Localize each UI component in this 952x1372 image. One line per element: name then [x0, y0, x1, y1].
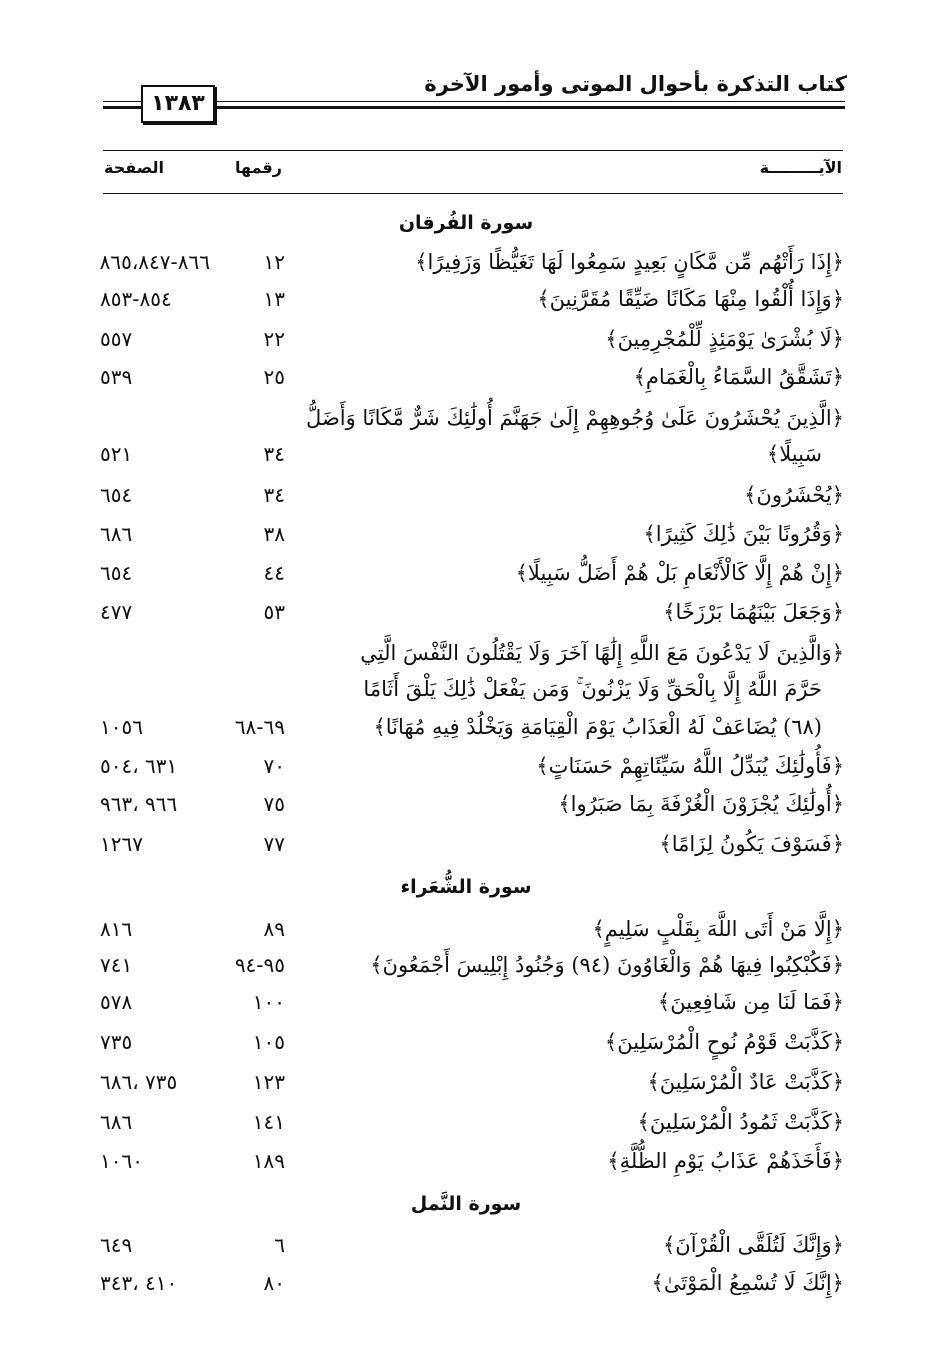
verse-number: ١٤١	[252, 1110, 285, 1134]
verse-text: ﴿وَجَعَلَ بَيْنَهُمَا بَرْزَخًا﴾	[663, 600, 844, 624]
page-reference: ٥٧٨	[100, 990, 133, 1014]
page-reference: ٤٧٧	[100, 600, 133, 624]
table-row	[0, 709, 952, 745]
verse-number: ١٢	[263, 250, 285, 274]
verse-text: (٦٨) يُضَاعَفْ لَهُ الْعَذَابُ يَوْمَ الْقِيَامَةِ وَيَخْلُدْ فِيهِ مُهَانًا﴾	[373, 715, 822, 739]
header-rule-left-thick	[103, 106, 141, 109]
table-row	[0, 516, 952, 552]
verse-text: ﴿يُحْشَرُونَ﴾	[744, 483, 844, 507]
verse-text: ﴿فَأُولَٰئِكَ يُبَدِّلُ اللَّهُ سَيِّئَاتِهِمْ حَسَنَاتٍ﴾	[536, 754, 844, 778]
verse-text: ﴿وَإِذَا أُلْقُوا مِنْهَا مَكَانًا ضَيِّقًا مُقَرَّنِينَ﴾	[537, 287, 844, 311]
verse-text: ﴿كَذَّبَتْ عَادٌ الْمُرْسَلِينَ﴾	[647, 1070, 844, 1094]
page-number: ١٣٨٣	[141, 85, 215, 123]
page-reference: ٦٥٤	[100, 483, 133, 507]
column-header-page: الصفحة	[104, 158, 165, 177]
verse-text: ﴿إِنْ هُمْ إِلَّا كَالْأَنْعَامِ بَلْ هُمْ أَضَلُّ سَبِيلًا﴾	[515, 561, 844, 585]
page-reference: ٤١٠ ،٣٤٣	[100, 1271, 178, 1295]
verse-number: ٤٤	[263, 561, 285, 585]
page-reference: ٧٣٥	[100, 1030, 133, 1054]
verse-number: ٧٠	[263, 754, 285, 778]
page-reference: ٧٤١	[100, 953, 133, 977]
table-row	[0, 594, 952, 630]
verse-number: ١٠٥	[252, 1030, 285, 1054]
verse-number: ١٠٠	[252, 990, 285, 1014]
verse-text: ﴿إِذَا رَأَتْهُم مِّن مَّكَانٍ بَعِيدٍ سَمِعُوا لَهَا تَغَيُّظًا وَزَفِيرًا﴾	[415, 250, 844, 274]
table-row	[0, 359, 952, 395]
verse-number: ٦٩-٦٨	[234, 715, 285, 739]
verse-text: ﴿وَقُرُونًا بَيْنَ ذَٰلِكَ كَثِيرًا﴾	[643, 522, 844, 546]
table-row	[0, 748, 952, 784]
verse-text: سَبِيلًا﴾	[766, 442, 822, 466]
verse-number: ٧٧	[263, 832, 285, 856]
verse-number: ٢٢	[263, 327, 285, 351]
verse-number: ٨٠	[263, 1271, 285, 1295]
table-row	[0, 244, 952, 280]
page-reference: ٦٤٩	[100, 1233, 133, 1257]
table-row	[0, 1024, 952, 1060]
surah-heading: سورة الشُّعَراء	[400, 876, 532, 898]
verse-text: ﴿فَكُبْكِبُوا فِيهَا هُمْ وَالْغَاوُونَ (٩٤) وَجُنُودُ إِبْلِيسَ أَجْمَعُونَ﴾	[370, 953, 844, 977]
verse-text: ﴿كَذَّبَتْ ثَمُودُ الْمُرْسَلِينَ﴾	[637, 1110, 844, 1134]
table-header-rule	[103, 193, 843, 194]
table-row	[0, 1227, 952, 1263]
table-row	[0, 635, 952, 671]
verse-text: ﴿فَمَا لَنَا مِن شَافِعِينَ﴾	[657, 990, 844, 1014]
verse-number: ٥٣	[263, 600, 285, 624]
table-row	[0, 477, 952, 513]
verse-number: ٩٥-٩٤	[234, 953, 285, 977]
verse-number: ١٣	[263, 287, 285, 311]
verse-text: ﴿فَأَخَذَهُمْ عَذَابُ يَوْمِ الظُّلَّةِ﴾	[607, 1149, 844, 1173]
page-reference: ٦٨٦	[100, 1110, 133, 1134]
page-reference: ٧٣٥ ،٦٨٦	[100, 1070, 178, 1094]
page-reference: ١٠٦٠	[100, 1149, 143, 1173]
table-row	[0, 671, 952, 707]
table-row	[0, 400, 952, 436]
verse-text: ﴿كَذَّبَتْ قَوْمُ نُوحٍ الْمُرْسَلِينَ﴾	[604, 1030, 844, 1054]
column-header-number: رقمها	[235, 158, 282, 177]
header-rule-left-thin	[103, 101, 141, 102]
table-row	[0, 321, 952, 357]
verse-text: ﴿فَسَوْفَ يَكُونُ لِزَامًا﴾	[659, 832, 844, 856]
verse-text: ﴿تَشَقَّقُ السَّمَاءُ بِالْغَمَامِ﴾	[633, 365, 844, 389]
verse-text: حَرَّمَ اللَّهُ إِلَّا بِالْحَقِّ وَلَا يَزْنُونَ ۚ وَمَن يَفْعَلْ ذَٰلِكَ يَلْقَ أَثَامًا	[363, 677, 822, 701]
table-row	[0, 786, 952, 822]
verse-text: ﴿وَالَّذِينَ لَا يَدْعُونَ مَعَ اللَّهِ إِلَٰهًا آخَرَ وَلَا يَقْتُلُونَ النَّفْسَ الَّتِي	[360, 641, 844, 665]
column-header-verse: الآيـــــــــة	[759, 158, 842, 177]
verse-number: ١٨٩	[252, 1149, 285, 1173]
verse-number: ٣٤	[263, 483, 285, 507]
page-reference: ٦٨٦	[100, 522, 133, 546]
page-reference: ٥٢١	[100, 442, 133, 466]
verse-number: ٨٩	[263, 917, 285, 941]
table-row	[0, 826, 952, 862]
page-reference: ٥٣٩	[100, 365, 133, 389]
table-row	[0, 555, 952, 591]
page-reference: ٦٣١ ،٥٠٤	[100, 754, 178, 778]
verse-text: ﴿الَّذِينَ يُحْشَرُونَ عَلَىٰ وُجُوهِهِمْ إِلَىٰ جَهَنَّمَ أُولَٰئِكَ شَرٌّ مَّكَانًا وَأَضَلُّ	[306, 406, 844, 430]
header-rule-right-thick	[215, 106, 845, 109]
verse-number: ٣٨	[263, 522, 285, 546]
table-row	[0, 911, 952, 947]
verse-text: ﴿لَا بُشْرَىٰ يَوْمَئِذٍ لِّلْمُجْرِمِينَ﴾	[605, 327, 844, 351]
surah-heading: سورة النَّمل	[410, 1193, 522, 1215]
page-reference: ٨٦٦-٨٦٥،٨٤٧	[99, 250, 210, 274]
table-row	[0, 984, 952, 1020]
verse-number: ١٢٣	[252, 1070, 285, 1094]
table-row	[0, 947, 952, 983]
header-rule-right-thin	[215, 101, 845, 102]
page-reference: ٥٥٧	[100, 327, 133, 351]
verse-number: ٦	[274, 1233, 285, 1257]
page-reference: ١٢٦٧	[100, 832, 143, 856]
page-reference: ٨١٦	[100, 917, 133, 941]
table-top-rule	[103, 150, 843, 151]
book-title: كتاب التذكرة بأحوال الموتى وأمور الآخرة	[424, 72, 847, 96]
verse-text: ﴿أُولَٰئِكَ يُجْزَوْنَ الْغُرْفَةَ بِمَا صَبَرُوا﴾	[558, 792, 844, 816]
page-reference: ١٠٥٦	[100, 715, 143, 739]
table-row	[0, 1064, 952, 1100]
verse-number: ٧٥	[263, 792, 285, 816]
verse-number: ٢٥	[263, 365, 285, 389]
table-row	[0, 1265, 952, 1301]
verse-text: ﴿إِلَّا مَنْ أَتَى اللَّهَ بِقَلْبٍ سَلِيمٍ﴾	[592, 917, 844, 941]
verse-text: ﴿وَإِنَّكَ لَتُلَقَّى الْقُرْآنَ﴾	[663, 1233, 844, 1257]
surah-heading: سورة الفُرقان	[398, 212, 534, 234]
table-row	[0, 436, 952, 472]
page-reference: ٩٦٦ ،٩٦٣	[100, 792, 178, 816]
table-row	[0, 281, 952, 317]
page-reference: ٦٥٤	[100, 561, 133, 585]
table-row	[0, 1104, 952, 1140]
verse-text: ﴿إِنَّكَ لَا تُسْمِعُ الْمَوْتَىٰ﴾	[651, 1271, 844, 1295]
verse-number: ٣٤	[263, 442, 285, 466]
table-row	[0, 1143, 952, 1179]
page-reference: ٨٥٤-٨٥٣	[100, 287, 172, 311]
